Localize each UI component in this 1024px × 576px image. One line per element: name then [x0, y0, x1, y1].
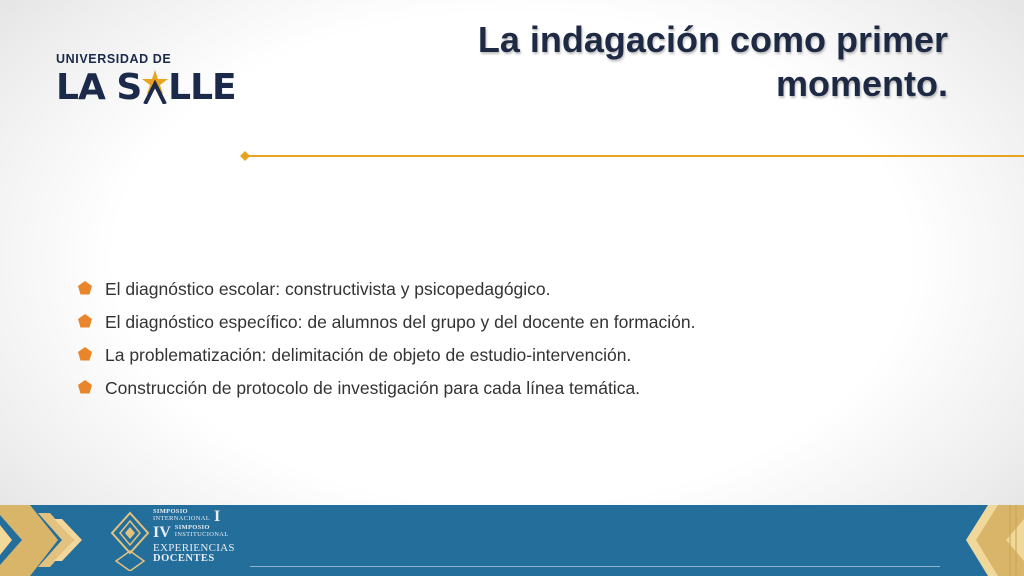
list-item-text: El diagnóstico específico: de alumnos del grupo y del docente en formación. [105, 312, 696, 332]
logo-main-post: LLE [168, 67, 236, 108]
university-logo [56, 52, 236, 108]
experiencias-label: EXPERIENCIAS [153, 542, 235, 554]
simposio-int-label: SIMPOSIO [153, 508, 188, 515]
logo-top-text: UNIVERSIDAD DE [56, 52, 172, 66]
pentagon-bullet-icon [78, 281, 92, 295]
list-item-text: El diagnóstico escolar: constructivista y psicopedagógico. [105, 279, 551, 299]
institucional-label: INSTITUCIONAL [174, 530, 229, 538]
list-item-text: La problematización: delimitación de objeto de estudio-intervención. [105, 345, 632, 365]
docentes-label: DOCENTES [153, 553, 215, 564]
roman-iv-label: IV [153, 524, 171, 541]
footer-divider [250, 566, 940, 567]
logo-main-text [56, 68, 236, 108]
title-line-1: La indagación como primer [477, 19, 948, 60]
list-item [78, 276, 696, 309]
bullet-list [78, 276, 696, 408]
list-item [78, 375, 696, 408]
footer-band [0, 505, 1024, 576]
left-ornament-icon [0, 505, 90, 576]
logo-main-pre: LA S [56, 67, 142, 108]
pentagon-bullet-icon [78, 347, 92, 361]
title-divider [240, 151, 1024, 161]
page-title [328, 18, 948, 106]
roman-i-label: I [213, 508, 221, 525]
list-item [78, 342, 696, 375]
symposium-emblem-icon [110, 511, 150, 571]
pentagon-bullet-icon [78, 380, 92, 394]
simposio-inst-label: SIMPOSIO [174, 524, 210, 531]
logo-star-a-icon [141, 68, 168, 108]
list-item-text: Construcción de protocolo de investigación para cada línea temática. [105, 378, 641, 398]
title-line-2: momento. [775, 63, 948, 104]
symposium-wordmark [153, 509, 235, 565]
right-ornament-icon [954, 505, 1024, 576]
list-item [78, 309, 696, 342]
pentagon-bullet-icon [78, 314, 92, 328]
internacional-label: INTERNACIONAL [153, 514, 210, 522]
